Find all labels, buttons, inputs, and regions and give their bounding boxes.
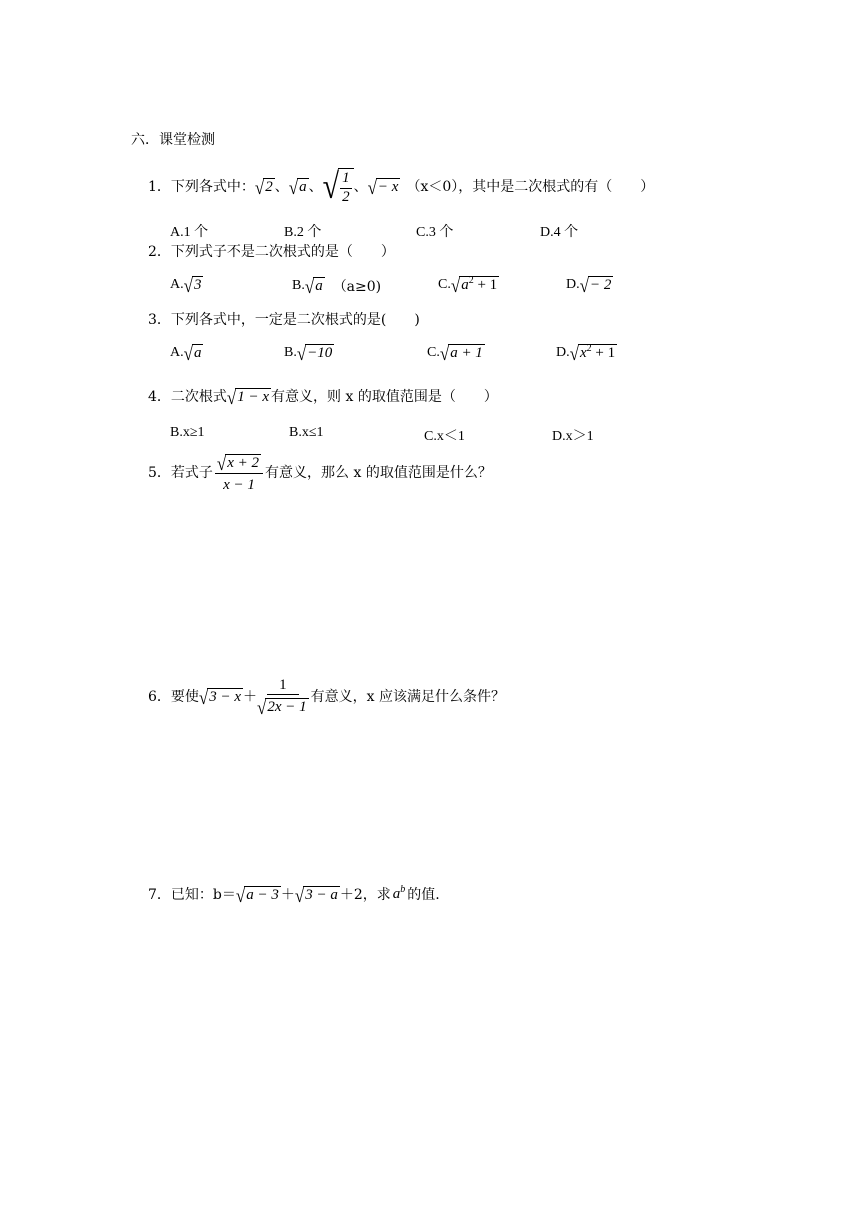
question-number: 7． bbox=[148, 886, 171, 903]
question-7 bbox=[148, 884, 440, 907]
question-1 bbox=[148, 168, 654, 206]
option-a: B.x≥1 bbox=[170, 425, 205, 440]
question-stem-tail: 有意义，x 应该满足什么条件？ bbox=[310, 688, 506, 705]
option-d: D.x＞1 bbox=[552, 429, 594, 444]
question-number: 5． bbox=[148, 465, 171, 482]
radical-expression: √ 1 − x bbox=[226, 386, 270, 409]
plus-sign: ＋ bbox=[280, 886, 295, 903]
question-number: 6． bbox=[148, 688, 171, 705]
option-c: C. √ a + 1 bbox=[427, 342, 483, 365]
fraction-expression: 1 √ 2x − 1 bbox=[257, 677, 307, 719]
question-stem-tail: 的值. bbox=[407, 886, 440, 903]
option-d: D.4 个 bbox=[540, 225, 579, 240]
question-stem: 二次根式 bbox=[170, 388, 227, 405]
option-c: C.3 个 bbox=[416, 225, 454, 240]
option-a: A. √ 3 bbox=[170, 274, 202, 297]
plus-sign: ＋ bbox=[243, 688, 258, 705]
question-stem-tail: 有意义，则 x 的取值范围是（ ） bbox=[271, 388, 498, 405]
option-b: B.x≤1 bbox=[289, 425, 324, 440]
radical-fraction: √ $\frac{1}{2}$ bbox=[323, 168, 354, 206]
option-d: D. √ − 2 bbox=[566, 274, 612, 297]
radical-expression: √ 2 bbox=[254, 176, 273, 199]
option-c: C.x＜1 bbox=[424, 429, 465, 444]
question-number: 4． bbox=[148, 388, 171, 405]
question-5 bbox=[148, 454, 492, 493]
question-stem: 下列式子不是二次根式的是（ ） bbox=[170, 244, 395, 260]
question-stem-tail: （x＜0），其中是二次根式的有（ ） bbox=[406, 178, 655, 195]
question-stem: 已知：b＝ bbox=[170, 886, 236, 903]
separator: 、 bbox=[353, 178, 368, 195]
question-stem: 下列各式中： bbox=[170, 178, 255, 195]
option-c: C. √ $a^2 + 1$ bbox=[438, 274, 498, 297]
separator: 、 bbox=[274, 178, 289, 195]
question-4 bbox=[148, 386, 498, 409]
power-expression: $a^b$ bbox=[392, 884, 406, 903]
separator: 、 bbox=[308, 178, 323, 195]
radical-expression: √ 3 − a bbox=[294, 884, 338, 907]
section-title: 六．课堂检测 bbox=[131, 132, 215, 148]
radical-expression: √ a bbox=[288, 176, 307, 199]
question-number: 1． bbox=[148, 178, 171, 195]
fraction-expression: √ x + 2 x − 1 bbox=[215, 454, 263, 493]
option-d: D. √ $x^2 + 1$ bbox=[556, 342, 616, 365]
radical-expression: √ − x bbox=[367, 176, 399, 199]
radical-expression: √ a − 3 bbox=[235, 884, 279, 907]
question-number: 2． bbox=[148, 244, 171, 260]
question-6 bbox=[148, 677, 506, 719]
question-2 bbox=[148, 245, 395, 259]
option-b: B.2 个 bbox=[284, 225, 322, 240]
option-b: B. √ −10 bbox=[284, 342, 333, 365]
option-b: B. √ a （a≥0) bbox=[292, 275, 382, 298]
question-stem: 若式子 bbox=[170, 465, 213, 482]
question-stem: 要使 bbox=[170, 688, 199, 705]
option-a: A.1 个 bbox=[170, 225, 209, 240]
question-stem-mid: ＋2，求 bbox=[339, 886, 391, 903]
question-stem-tail: 有意义，那么 x 的取值范围是什么？ bbox=[265, 465, 492, 482]
option-a: A. √ a bbox=[170, 342, 202, 365]
question-number: 3． bbox=[148, 312, 171, 328]
radical-expression: √ 3 − x bbox=[198, 686, 242, 709]
question-3 bbox=[148, 313, 420, 327]
question-stem: 下列各式中，一定是二次根式的是( ) bbox=[170, 312, 420, 328]
